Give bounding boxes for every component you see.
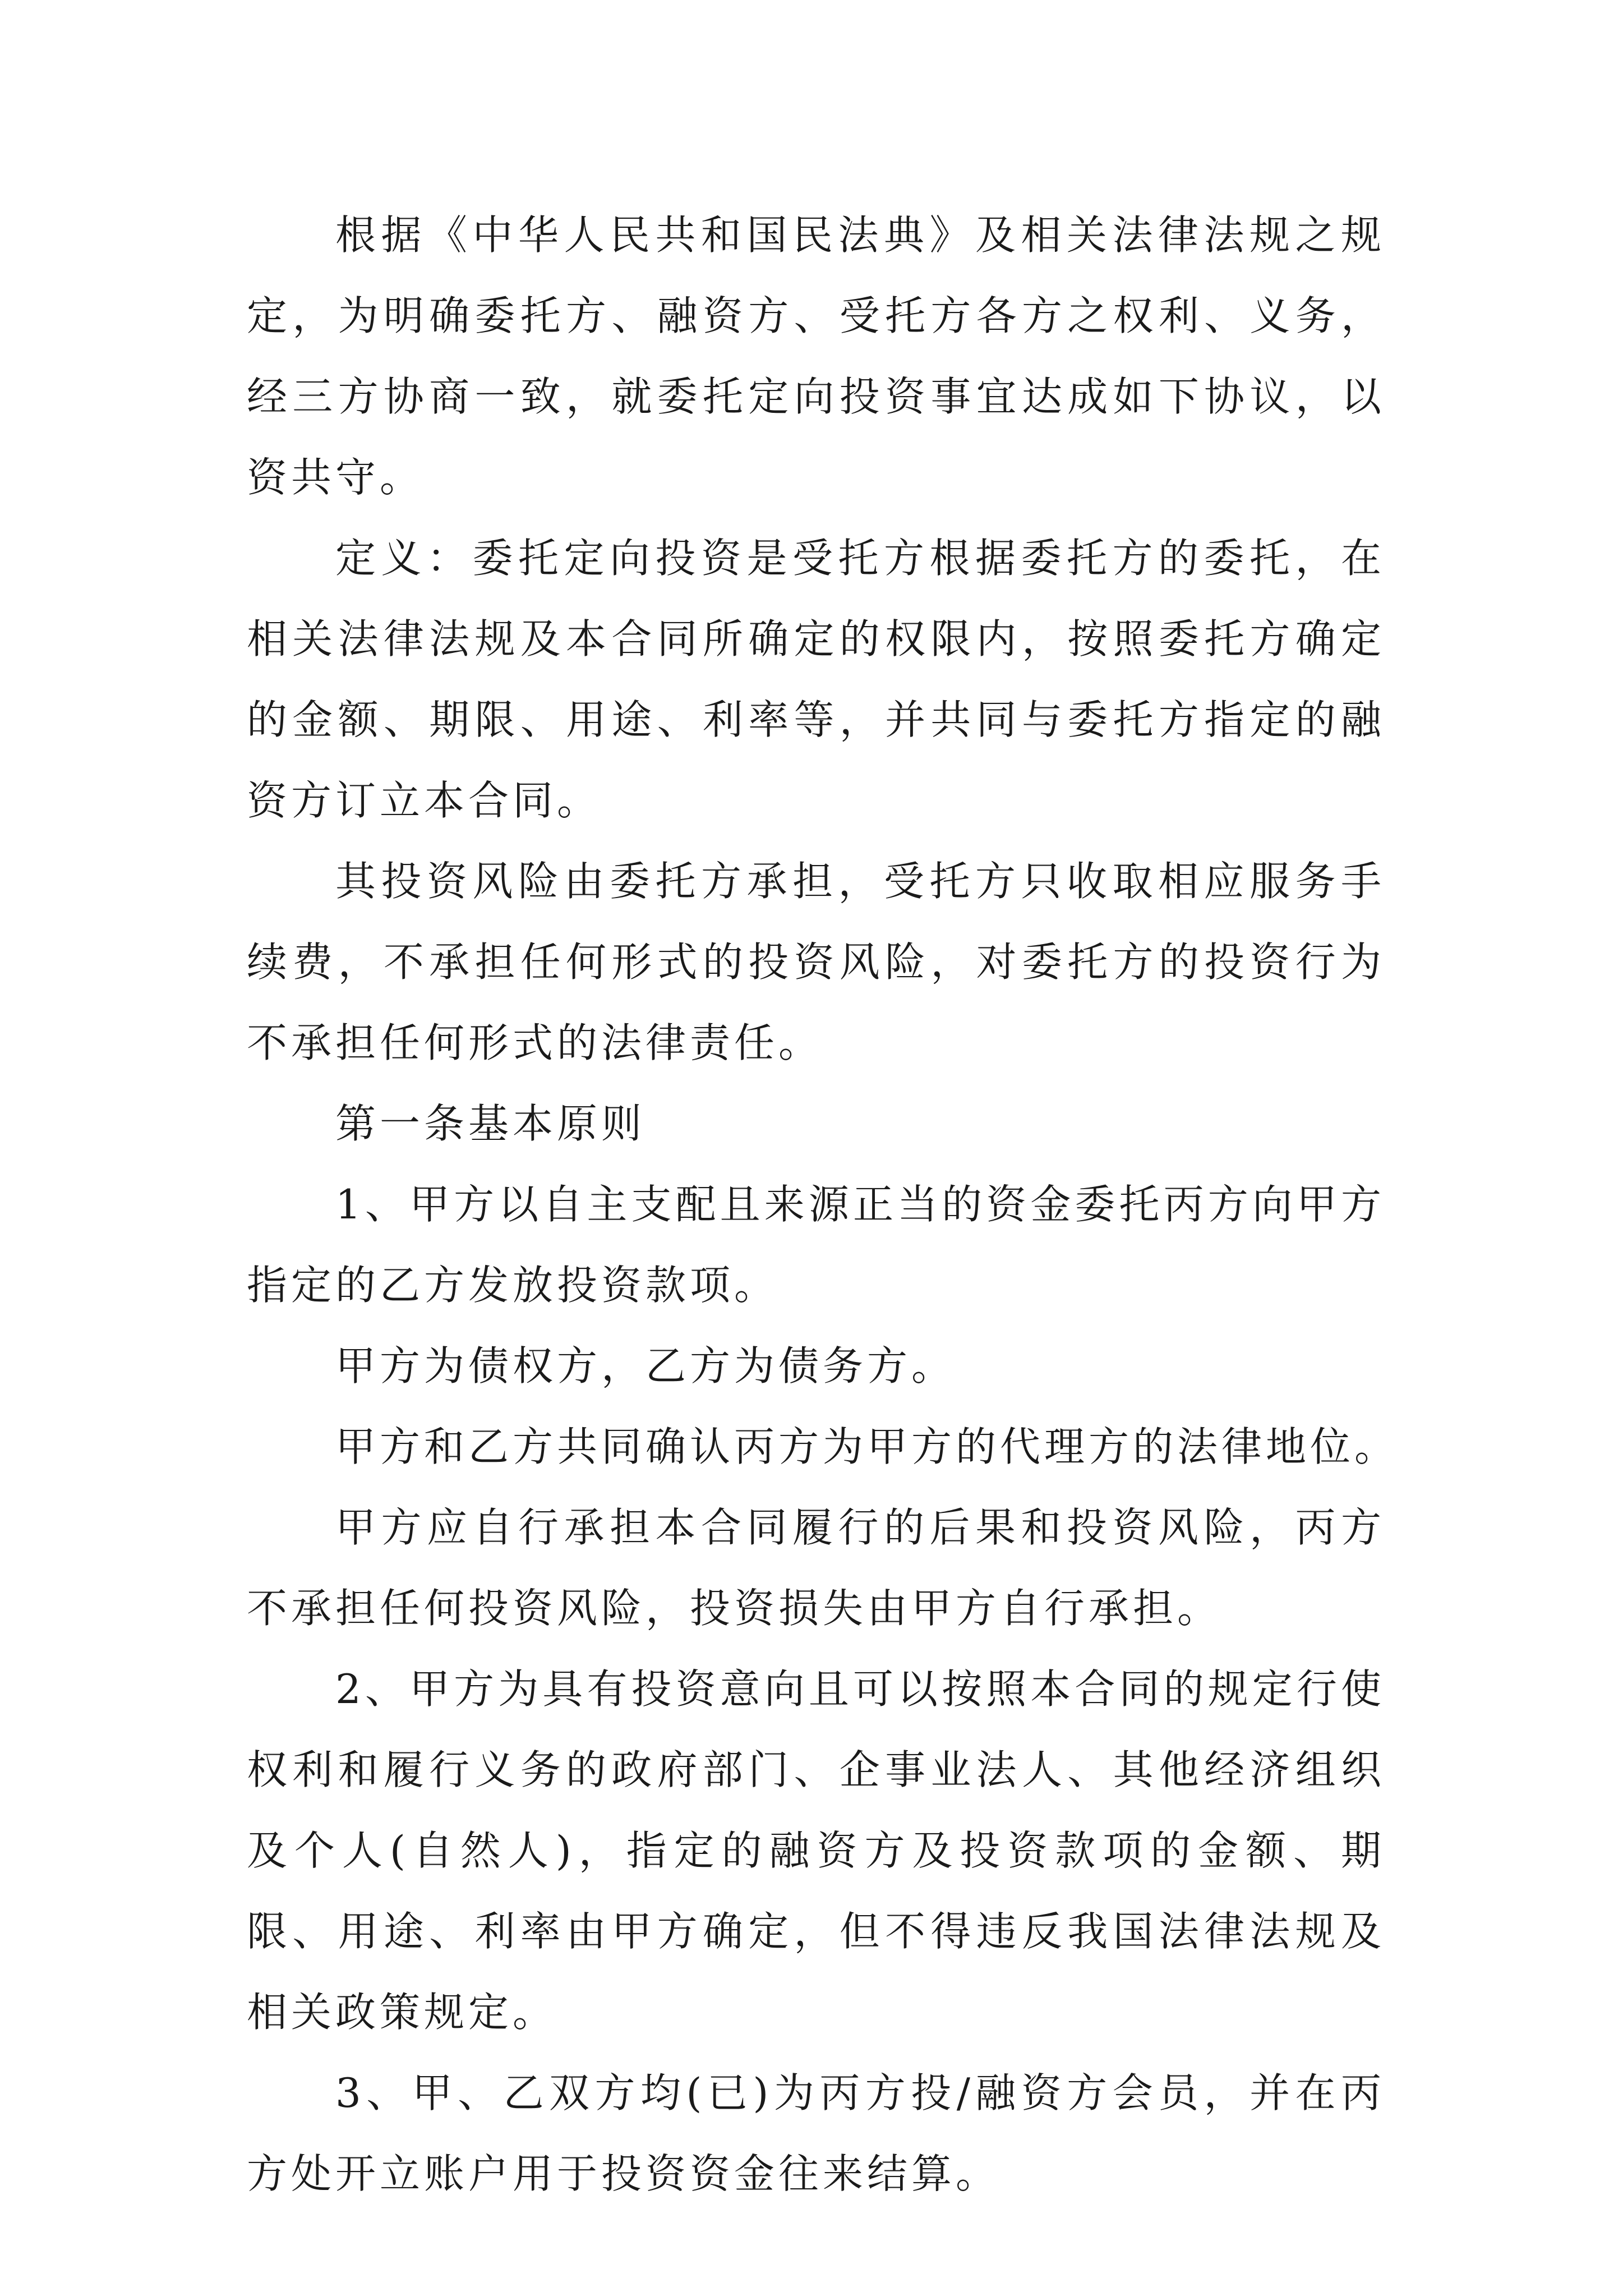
clause-2: 2、甲方为具有投资意向且可以按照本合同的规定行使权利和履行义务的政府部门、企事业法人、其他经济组织及个人(自然人)，指定的融资方及投资款项的金额、期限、用途、利率由甲方确定，但不得违反我国法律法规及相关政策规定。 [247, 1665, 1385, 2036]
clause-1-agent: 甲方和乙方共同确认丙方为甲方的代理方的法律地位。 [335, 1423, 1399, 1470]
article-1-heading: 第一条基本原则 [335, 1100, 646, 1147]
paragraph-definition: 定义：委托定向投资是受托方根据委托方的委托，在相关法律法规及本合同所确定的权限内，按照委托方确定的金额、期限、用途、利率等，并共同与委托方指定的融资方订立本合同。 [247, 535, 1385, 824]
clause-1-creditor: 甲方为债权方，乙方为债务方。 [335, 1342, 956, 1389]
paragraph-risk: 其投资风险由委托方承担，受托方只收取相应服务手续费，不承担任何形式的投资风险，对委托方的投资行为不承担任何形式的法律责任。 [247, 858, 1385, 1066]
contract-body [247, 195, 1399, 2214]
clause-1-liability: 甲方应自行承担本合同履行的后果和投资风险，丙方不承担任何投资风险，投资损失由甲方自行承担。 [247, 1504, 1385, 1632]
paragraph-preamble: 根据《中华人民共和国民法典》及相关法律法规之规定，为明确委托方、融资方、受托方各方之权利、义务，经三方协商一致，就委托定向投资事宜达成如下协议，以资共守。 [247, 211, 1385, 501]
clause-3: 3、甲、乙双方均(已)为丙方投/融资方会员，并在丙方处开立账户用于投资资金往来结算。 [247, 2069, 1385, 2197]
clause-1: 1、甲方以自主支配且来源正当的资金委托丙方向甲方指定的乙方发放投资款项。 [247, 1181, 1385, 1309]
